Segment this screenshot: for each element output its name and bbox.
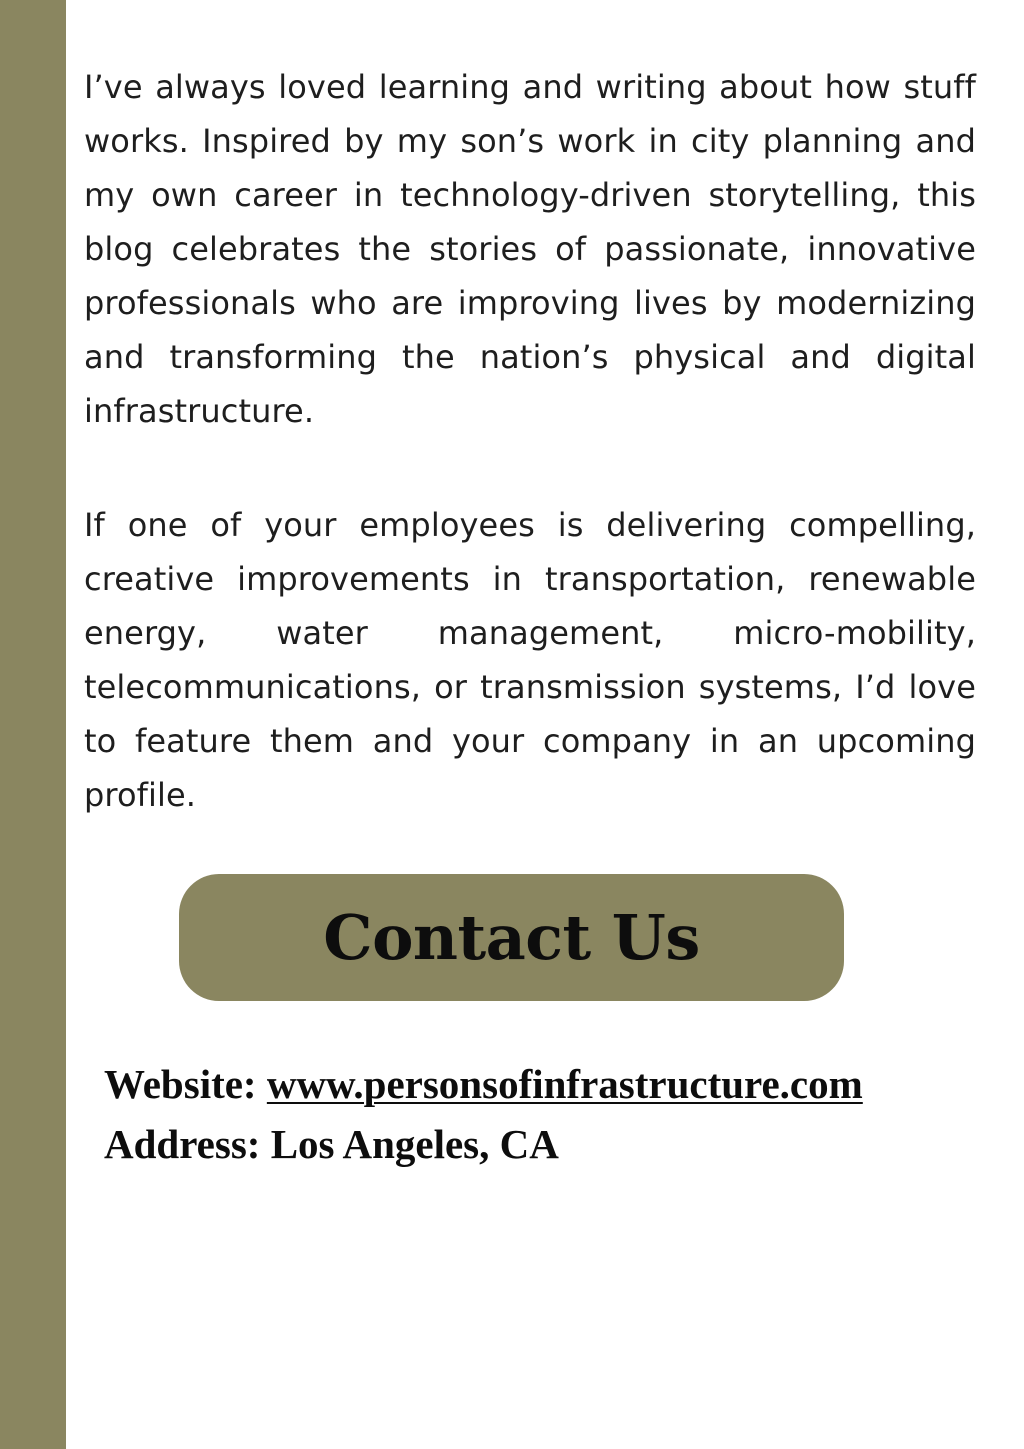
website-label: Website: xyxy=(104,1061,267,1107)
address-line xyxy=(104,1114,1004,1174)
website-line xyxy=(104,1054,1004,1114)
body-text xyxy=(84,60,976,822)
contact-us-button[interactable] xyxy=(179,874,844,1001)
website-link[interactable]: www.personsofinfrastructure.com xyxy=(266,1061,863,1107)
address-label: Address: xyxy=(104,1121,271,1167)
accent-side-bar xyxy=(0,0,66,1449)
address-value: Los Angeles, CA xyxy=(270,1121,559,1167)
intro-paragraph: I’ve always loved learning and writing about how stuff works. Inspired by my son’s work in city planning and my own career in technology-driven storytelling, this blog celebrates the stories of passionate, innovative professionals who are improving lives by modernizing and transforming the nation’s physical and digital infrastructure. xyxy=(84,68,976,430)
invitation-paragraph: If one of your employees is delivering compelling, creative improvements in transportation, renewable energy, water management, micro-mobility, telecommunications, or transmission systems, I’d love to feature them and your company in an upcoming profile. xyxy=(84,506,976,814)
contact-info xyxy=(104,1054,1004,1174)
contact-us-label: Contact Us xyxy=(323,901,700,974)
